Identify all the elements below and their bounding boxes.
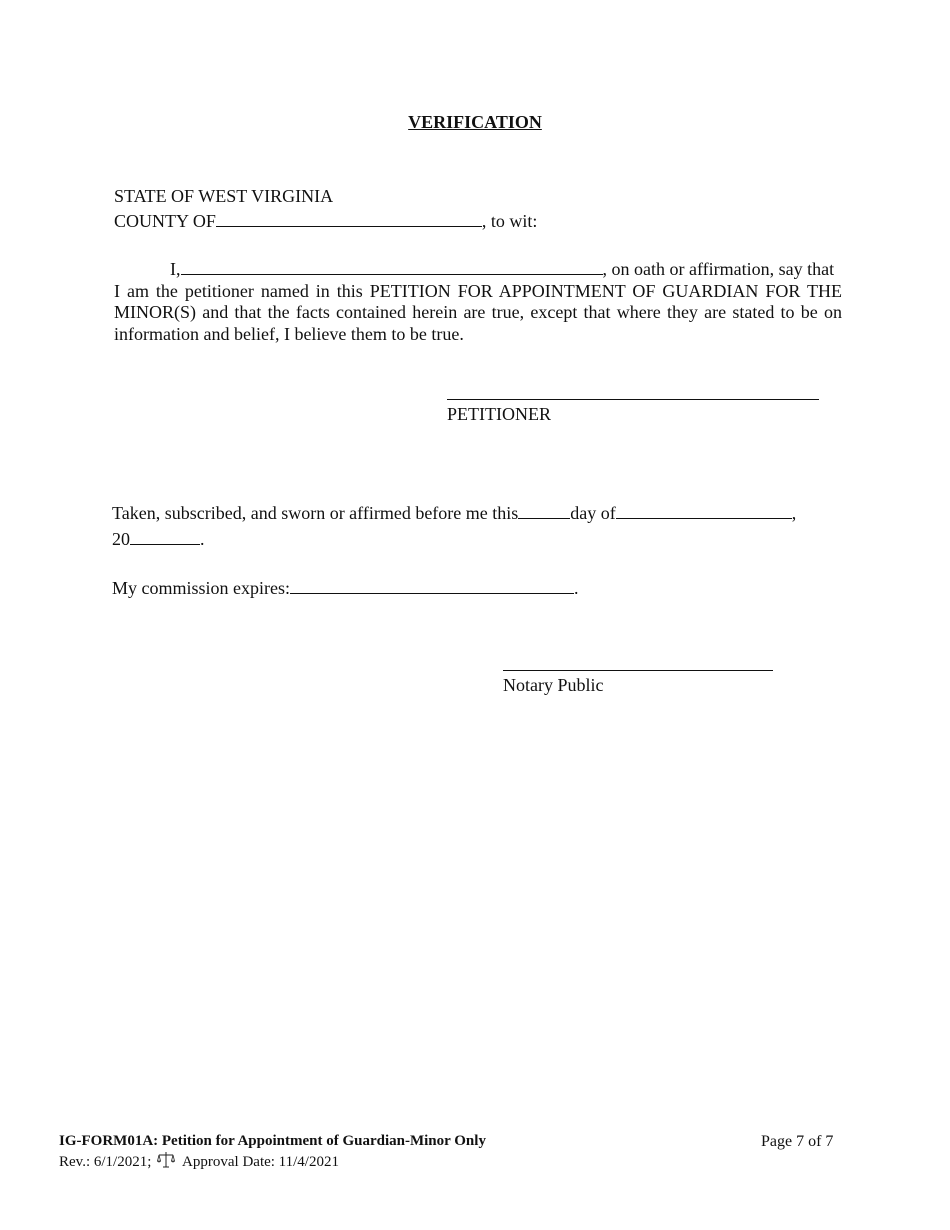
day-of-label: day of: [570, 503, 616, 523]
county-line: [114, 211, 537, 232]
taken-prefix: Taken, subscribed, and sworn or affirmed before me this: [112, 503, 519, 523]
state-line: STATE OF WEST VIRGINIA: [114, 186, 334, 206]
footer-rev-line: [59, 1151, 486, 1175]
year-prefix: 20: [112, 529, 130, 549]
year-field[interactable]: [130, 529, 200, 545]
rev-text: Rev.: 6/1/2021;: [59, 1154, 152, 1170]
notary-signature-line[interactable]: [503, 670, 773, 671]
year-line: [112, 529, 205, 550]
county-field[interactable]: [216, 211, 482, 227]
commission-period: .: [574, 578, 579, 598]
oath-suffix: , on oath or affirmation, say that: [602, 259, 835, 279]
notary-label: Notary Public: [503, 675, 604, 695]
petitioner-name-field[interactable]: [181, 259, 603, 275]
day-field[interactable]: [518, 503, 570, 519]
petitioner-label: PETITIONER: [447, 404, 551, 424]
taken-line: [112, 503, 796, 524]
form-title: IG-FORM01A: Petition for Appointment of Guardian-Minor Only: [59, 1133, 486, 1149]
oath-prefix: I,: [170, 259, 181, 279]
commission-label: My commission expires:: [112, 578, 290, 598]
commission-line: [112, 578, 579, 599]
footer-left: [59, 1131, 486, 1175]
oath-body: I am the petitioner named in this PETITION FOR APPOINTMENT OF GUARDIAN FOR THE MINOR(S) and that the facts contained herein are true, except that where they are stated to be on information and belief, I believe them to be true.: [114, 280, 842, 344]
approval-text: Approval Date: 11/4/2021: [182, 1154, 339, 1170]
page-title: VERIFICATION: [408, 112, 542, 132]
scales-of-justice-icon: [157, 1151, 175, 1175]
petitioner-signature-line[interactable]: [447, 399, 819, 400]
county-prefix: COUNTY OF: [114, 211, 216, 231]
county-suffix: , to wit:: [481, 211, 538, 231]
month-field[interactable]: [616, 503, 792, 519]
oath-first-line: [114, 259, 842, 281]
commission-expiry-field[interactable]: [290, 578, 574, 594]
oath-paragraph: [114, 259, 842, 345]
year-period: .: [200, 529, 205, 549]
page-number: Page 7 of 7: [761, 1133, 834, 1150]
taken-comma: ,: [791, 503, 797, 523]
